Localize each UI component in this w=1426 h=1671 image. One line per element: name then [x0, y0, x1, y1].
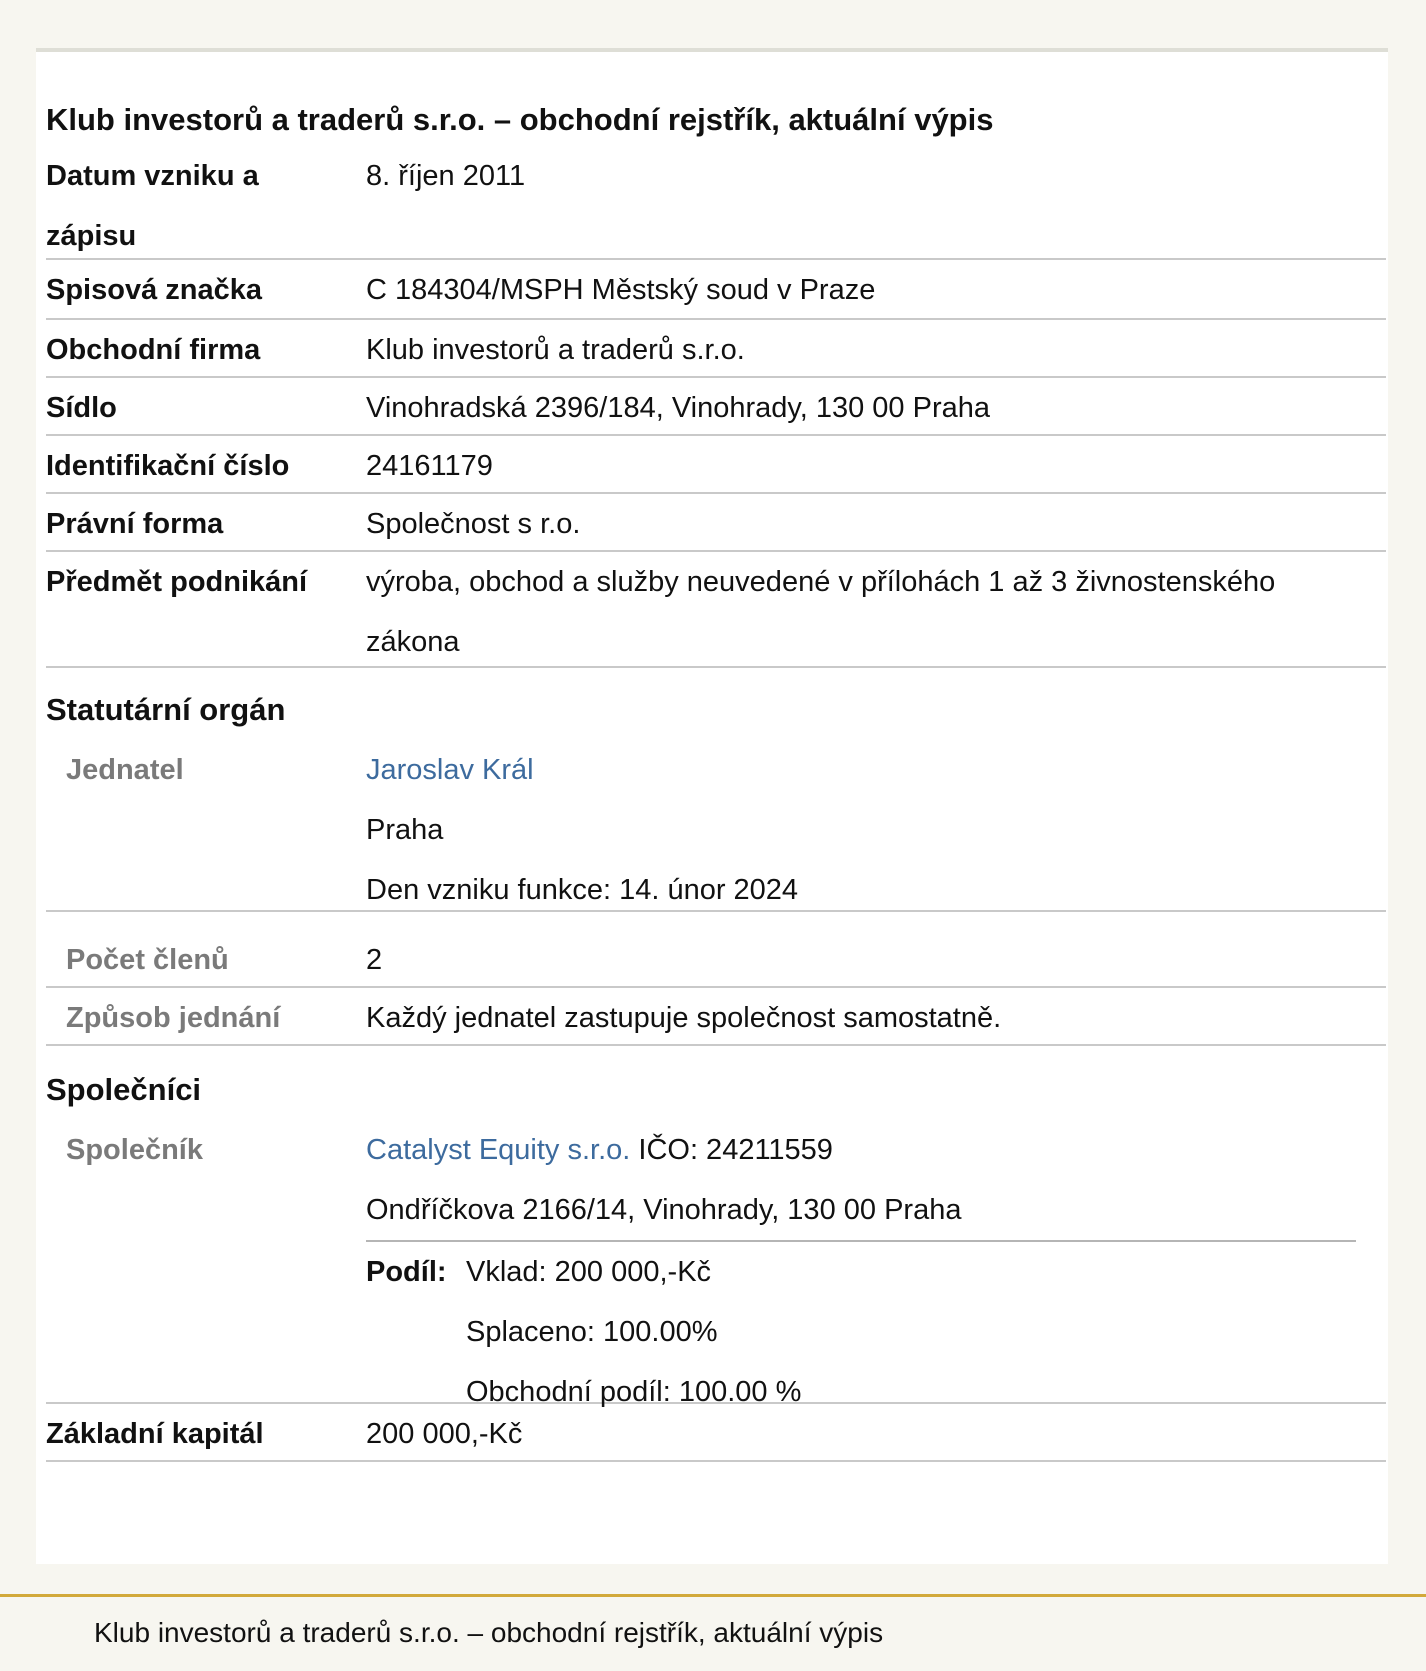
footer-title: Klub investorů a traderů s.r.o. – obchodní rejstřík, aktuální výpis [94, 1617, 884, 1648]
jednatel-name-link[interactable]: Jaroslav Král [366, 754, 534, 786]
section-heading-statutarni-organ: Statutární orgán [46, 692, 286, 727]
row-value: C 184304/MSPH Městský soud v Praze [366, 274, 876, 306]
row-predmet-podnikani [46, 552, 1386, 668]
section-heading-spolecnici: Společníci [46, 1072, 202, 1107]
row-sidlo [46, 378, 1386, 436]
row-zpusob-jednani [46, 988, 1386, 1046]
row-label: Sídlo [46, 392, 117, 424]
jednatel-since: Den vzniku funkce: 14. únor 2024 [366, 874, 799, 906]
row-value: 24161179 [366, 450, 493, 482]
row-label: Obchodní firma [46, 334, 261, 366]
row-value: 2 [366, 944, 383, 976]
row-label: Společník [66, 1134, 203, 1166]
row-datum-vzniku [46, 146, 1386, 260]
row-spisova-znacka [46, 260, 1386, 320]
row-label: Spisová značka [46, 274, 262, 306]
row-zakladni-kapital [46, 1404, 1386, 1462]
row-value: Společnost s r.o. [366, 508, 581, 540]
row-identifikacni-cislo [46, 436, 1386, 494]
row-spolecnik [46, 1120, 1386, 1408]
row-value: 8. říjen 2011 [366, 160, 526, 192]
row-value-line-2: zákona [366, 626, 460, 658]
row-label: Předmět podnikání [46, 566, 308, 598]
spolecnik-address: Ondříčkova 2166/14, Vinohrady, 130 00 Praha [366, 1194, 962, 1226]
row-label-line-1: Datum vzniku a [46, 160, 259, 192]
row-label: Základní kapitál [46, 1418, 264, 1450]
row-value-line-1: výroba, obchod a služby neuvedené v přílohách 1 až 3 živnostenského [366, 566, 1276, 598]
row-obchodni-firma [46, 320, 1386, 378]
register-extract-card [36, 48, 1388, 1564]
podil-label: Podíl: [366, 1256, 447, 1288]
row-label: Jednatel [66, 754, 184, 786]
podil-vklad: Vklad: 200 000,-Kč [466, 1256, 712, 1288]
row-pocet-clenu [46, 930, 1386, 988]
row-label: Způsob jednání [66, 1002, 281, 1034]
row-value: Vinohradská 2396/184, Vinohrady, 130 00 Praha [366, 392, 990, 424]
row-value: Každý jednatel zastupuje společnost samostatně. [366, 1002, 1002, 1034]
podil-splaceno: Splaceno: 100.00% [466, 1316, 718, 1348]
page-footer [0, 1594, 1426, 1671]
spolecnik-ico: IČO: 24211559 [638, 1134, 833, 1166]
row-value [366, 552, 1356, 672]
row-value: Klub investorů a traderů s.r.o. [366, 334, 745, 366]
row-value: 200 000,-Kč [366, 1418, 523, 1450]
spolecnik-identity [366, 1120, 1356, 1242]
row-label-line-2: zápisu [46, 220, 137, 252]
row-value [366, 740, 1356, 920]
podil-values [466, 1242, 801, 1422]
page-title: Klub investorů a traderů s.r.o. – obchodní rejstřík, aktuální výpis [46, 102, 994, 137]
row-label: Identifikační číslo [46, 450, 290, 482]
spolecnik-name-link[interactable]: Catalyst Equity s.r.o. [366, 1134, 631, 1166]
row-label: Počet členů [66, 944, 229, 976]
row-label: Právní forma [46, 508, 224, 540]
row-label [46, 146, 346, 266]
jednatel-city: Praha [366, 814, 444, 846]
row-pravni-forma [46, 494, 1386, 552]
row-value [366, 1120, 1356, 1412]
spolecnik-podil [366, 1242, 1356, 1412]
podil-obchodni: Obchodní podíl: 100.00 % [466, 1376, 802, 1408]
row-jednatel [46, 740, 1386, 912]
